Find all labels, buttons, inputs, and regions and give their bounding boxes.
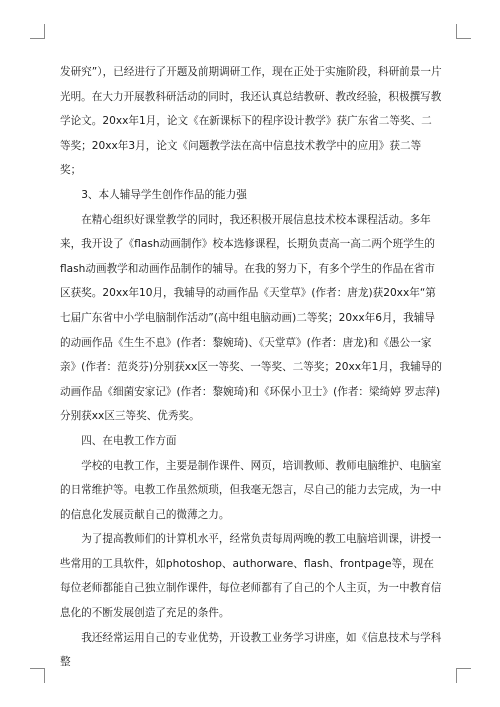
paragraph-flash-course: 在精心组织好课堂教学的同时，我还积极开展信息技术校本课程活动。多年来，我开设了《flash动画制作》校本选修课程，长期负责高一高二两个班学生的flash动画教学和动画作品制作的辅导。在我的努力下，有多个学生的作品在省市区获奖。20xx年10月，我辅导的动画作品《天堂草》(作者：唐龙)获20xx年“第七届广东省中小学电脑制作活动”(高中组电脑动画)二等奖；20xx年6月，我辅导的动画作品《生生不息》(作者：黎婉琦)、《天堂草》(作者：唐龙)和《愚公一家亲》(作者：范炎芬)分别获xx区一等奖、一等奖、二等奖；20xx年1月，我辅导的动画作品《细菌安家记》(作者：黎婉琦)和《环保小卫士》(作者：梁绮婷 罗志萍)分别获xx区三等奖、优秀奖。 — [60, 213, 442, 423]
document-body — [60, 60, 442, 675]
crop-mark-bottom-right — [456, 668, 471, 683]
heading-student-guidance: 3、本人辅导学生创作作品的能力强 — [81, 188, 247, 201]
paragraph-research-progress: 发研究”），已经进行了开题及前期调研工作，现在正处于实施阶段，科研前景一片光明。在大力开展教科研活动的同时，我还认真总结教研、教改经验，积极撰写教学论文。20xx年1月，论文《在新课标下的程序设计教学》获广东省二等奖、二等奖；20xx年3月，论文《问题教学法在高中信息技术教学中的应用》获二等奖； — [60, 66, 442, 177]
heading-av-education-work: 四、在电教工作方面 — [81, 434, 177, 447]
paragraph-teacher-training: 为了提高教师们的计算机水平，经常负责每周两晚的教工电脑培训课，讲授一些常用的工具软件，如photoshop、authorware、flash、frontpage等，现在每位老师都能自己独立制作课件，每位老师都有了自己的个人主页，为一中教育信息化的不断发展创造了充足的条件。 — [60, 533, 442, 620]
crop-mark-top-left — [30, 24, 45, 39]
crop-mark-bottom-left — [30, 668, 45, 683]
paragraph-lectures: 我还经常运用自己的专业优势，开设教工业务学习讲座，如《信息技术与学科整 — [60, 631, 442, 669]
crop-mark-top-right — [456, 24, 471, 39]
paragraph-av-duties: 学校的电教工作，主要是制作课件、网页，培训教师、教师电脑维护、电脑室的日常维护等。电教工作虽然烦琐，但我毫无怨言，尽自己的能力去完成，为一中的信息化发展贡献自己的微薄之力。 — [60, 459, 442, 521]
